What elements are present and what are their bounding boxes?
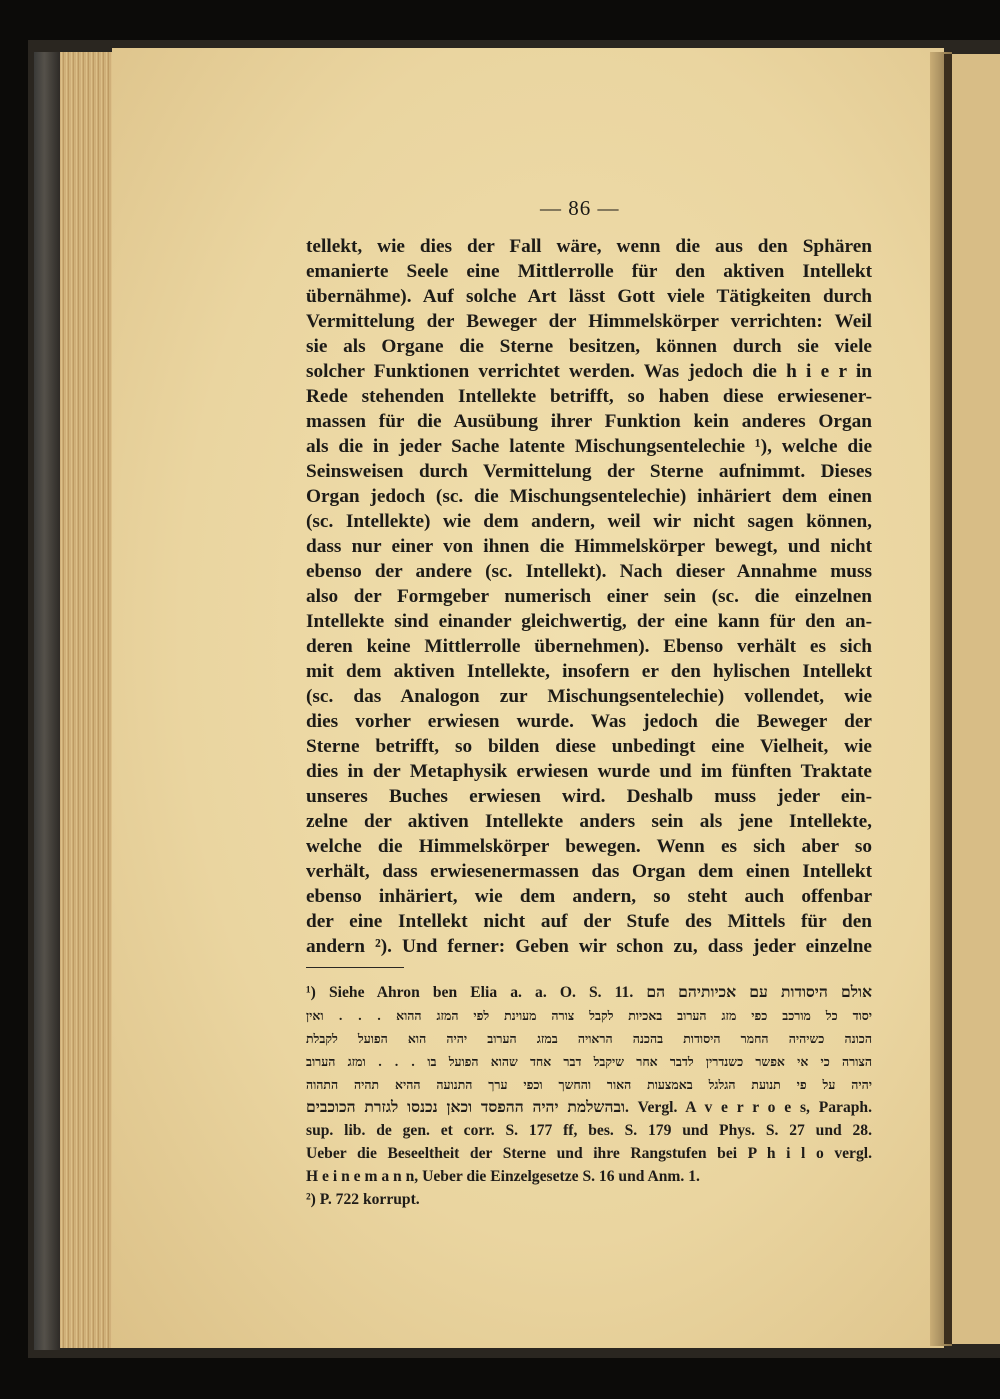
footnote-line: הכונה כשיהיה החמר היסודות בהכנה הראויה במזג הערוב יהיה הוא הפועל לקבלת (306, 1031, 872, 1046)
text-line: emanierte Seele eine Mittlerrolle für den aktiven Intellekt (306, 261, 872, 282)
text-line: der eine Intellekt nicht auf der Stufe des Mittels für den (306, 911, 872, 932)
text-line: Intellekte sind einander gleichwertig, der eine kann für den an- (306, 611, 872, 632)
next-page (952, 54, 1000, 1344)
page-number: — 86 — (540, 196, 620, 220)
text-line: unseres Buches erwiesen wird. Deshalb muss jeder ein- (306, 786, 872, 807)
text-line: dies vorher erwiesen wurde. Was jedoch die Beweger der (306, 711, 872, 732)
footnote-line: H e i n e m a n n, Ueber die Einzelgesetze S. 16 und Anm. 1. (306, 1168, 700, 1185)
text-line: deren keine Mittlerrolle übernehmen). Ebenso verhält es sich (306, 636, 872, 657)
body-text (306, 234, 872, 959)
footnotes (306, 981, 872, 1211)
text-line: verhält, dass erwiesenermassen das Organ dem einen Intellekt (306, 861, 872, 882)
text-line: zelne der aktiven Intellekte anders sein als jene Intellekte, (306, 811, 872, 832)
footnote-line: ²) P. 722 korrupt. (306, 1191, 420, 1208)
text-line: Organ jedoch (sc. die Mischungsentelechie) inhäriert dem einen (306, 486, 872, 507)
text-line: Seinsweisen durch Vermittelung der Sterne aufnimmt. Dieses (306, 461, 872, 482)
footnote-line: ¹) Siehe Ahron ben Elia a. a. O. S. 11. אולם היסודות עם אכיותיהם הם (306, 984, 872, 1001)
footnote-rule (306, 967, 404, 968)
text-line: (sc. Intellekte) wie dem andern, weil wir nicht sagen können, (306, 511, 872, 532)
text-line: als die in jeder Sache latente Mischungsentelechie ¹), welche die (306, 436, 872, 457)
book-spine (34, 52, 60, 1350)
text-line: andern ²). Und ferner: Geben wir schon zu, dass jeder einzelne (306, 936, 872, 957)
text-line: tellekt, wie dies der Fall wäre, wenn die aus den Sphären (306, 236, 872, 257)
text-line: dies in der Metaphysik erwiesen wurde und im fünften Traktate (306, 761, 872, 782)
text-line: also der Formgeber numerisch einer sein (sc. die einzelnen (306, 586, 872, 607)
text-line: welche die Himmelskörper bewegen. Wenn es sich aber so (306, 836, 872, 857)
text-line: ebenso inhäriert, wie dem andern, so steht auch offenbar (306, 886, 872, 907)
text-line: sie als Organe die Sterne besitzen, können durch sie viele (306, 336, 872, 357)
text-line: ebenso der andere (sc. Intellekt). Nach dieser Annahme muss (306, 561, 872, 582)
footnote-line: Ueber die Beseeltheit der Sterne und ihre Rangstufen bei P h i l o vergl. (306, 1145, 872, 1162)
footnote-line: יסוד כל מורכב כפי מזג הערוב באכיות לקבל צורה מעוינת לפי המזג ההוא . . . ואין (306, 1008, 872, 1023)
text-line: Vermittelung der Beweger der Himmelskörper verrichten: Weil (306, 311, 872, 332)
footnote-line: הצורה כי אי אפשר כשנדרין לדבר אחר שיקבל דבר אחד שהוא הפועל בו . . . ומזג הערוב (306, 1054, 872, 1069)
text-line: Sterne betrifft, so bilden diese unbedingt eine Vielheit, wie (306, 736, 872, 757)
text-line: (sc. das Analogon zur Mischungsentelechie) vollendet, wie (306, 686, 872, 707)
text-line: übernähme). Auf solche Art lässt Gott viele Tätigkeiten durch (306, 286, 872, 307)
footnote-line: sup. lib. de gen. et corr. S. 177 ff, bes. S. 179 und Phys. S. 27 und 28. (306, 1122, 872, 1139)
page-edges (60, 52, 116, 1348)
footnote-line: יהיה על פי תנועת הגלגל באמצעות האור והחשך וכפי ערך התנועה ההיא תהיה התהוה (306, 1077, 872, 1092)
text-line: massen für die Ausübung ihrer Funktion kein anderes Organ (306, 411, 872, 432)
text-line: solcher Funktionen verrichtet werden. Was jedoch die h i e r in (306, 361, 872, 382)
text-line: mit dem aktiven Intellekte, insofern er den hylischen Intellekt (306, 661, 872, 682)
text-line: Rede stehenden Intellekte betrifft, so haben diese erwiesener- (306, 386, 872, 407)
footnote-line: ובהשלמת יהיה ההפסד וכאן נכנסו לגזרת הכוכבים. Vergl. A v e r r o e s, Paraph. (306, 1099, 872, 1116)
text-line: dass nur einer von ihnen die Himmelskörper bewegt, und nicht (306, 536, 872, 557)
